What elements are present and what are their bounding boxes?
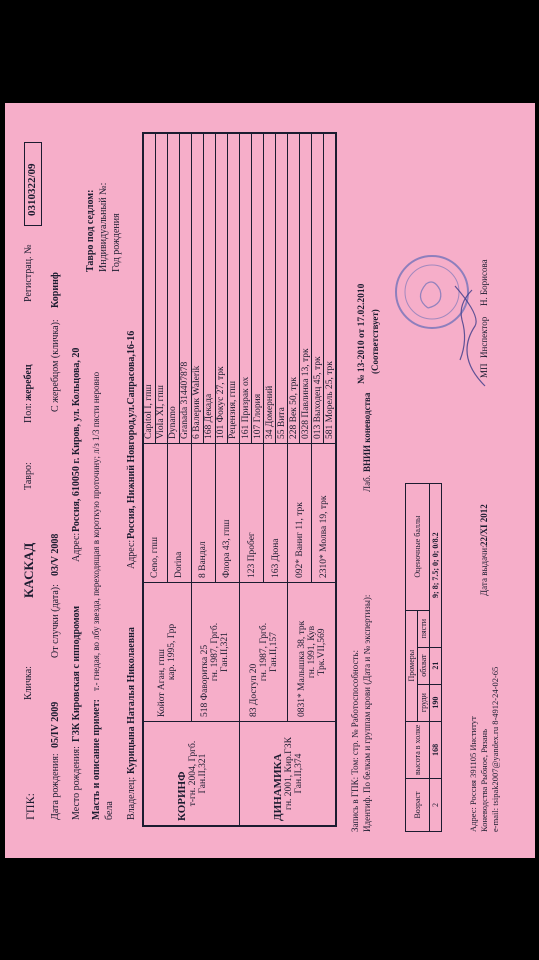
scores-table (405, 483, 442, 832)
gpk-label: ГПК: (23, 793, 37, 820)
conclusion-number: № 13-2010 от 17.02.2010 (357, 283, 367, 384)
pedigree-gen4-cell: 6 Валерик Walerik (191, 133, 203, 444)
gen2-info: гн. 1987, Гргб. (258, 622, 269, 682)
pedigree-gen3-cell: 092* Ваниг 11, трк (288, 444, 312, 583)
owner-name: Курицына Наталья Николаевна (126, 627, 137, 774)
gen2-info: Трк.VII,569 (316, 628, 327, 676)
tavro-label: Тавро: (23, 462, 34, 490)
coat-text: т.- гнедая, во лбу звезда, переходящая в короткую проточину; л/з 1/3 пясти неровно (91, 371, 101, 691)
issue-date-label: Дата выдачи: (479, 545, 489, 596)
gen2-name: 0831* Малышка 38, трк (296, 620, 307, 717)
owner-address: Россия, Нижний Новгород,ул.Сапрасова,16-16 (126, 330, 137, 539)
place-value: ГЗК Кировская с ипподромом (71, 605, 82, 742)
pedigree-gen4-cell: Viola XI, гпш (155, 133, 167, 444)
signature (455, 286, 485, 386)
pedigree-gen4-cell: 581 Морель 25, трк (324, 133, 336, 444)
footer-email: e-mail: tsipak2007@yandex.ru 8-4912-24-02-65 (490, 666, 500, 832)
dob-value: 05/IV 2009 (50, 701, 61, 748)
pedigree-gen2-cell (240, 583, 288, 722)
pedigree-gen4-cell: 161 Призрак ох (240, 133, 252, 444)
sire-line2: Ган.II,321 (197, 753, 208, 794)
official-stamp (390, 240, 505, 390)
mating-value: 03/V 2008 (50, 533, 61, 576)
pedigree-dam-cell (240, 722, 337, 827)
pedigree-gen4-cell: Dynamo (167, 133, 179, 444)
document-rotated (5, 103, 535, 858)
gen2-info: гн. 1987, Гргб. (210, 622, 221, 682)
pedigree-gen4-cell: Capitol I, гпш (143, 133, 155, 444)
pedigree-gen4-cell: 107 Глория (252, 133, 264, 444)
gen2-info: Ган.II,157 (268, 632, 279, 672)
cell-height: 168 (430, 721, 442, 778)
pedigree-gen4-cell: Рецензия, гпш (227, 133, 239, 444)
owner-address-label: Адрес: (126, 539, 137, 569)
dam-name: ДИНАМИКА (271, 753, 284, 821)
pedigree-gen3-cell: Флора 43, гпш (215, 444, 239, 583)
pedigree-gen4-cell: 55 Вита (276, 133, 288, 444)
issue-date: 22/XI 2012 (479, 504, 489, 546)
gpk-ident: Идентиф. По белкам и группам крови (Дата и № экспертизы): (362, 594, 372, 832)
cell-girth: 21 (430, 647, 442, 684)
col-cannon: пясти (418, 610, 430, 647)
pedigree-gen4-cell: 0328 Павлинка 13, трк (300, 133, 312, 444)
horse-nickname: КАСКАД (21, 542, 36, 598)
gen2-info: кар. 1995, Грр (167, 623, 178, 681)
dam-line2: Ган.II,374 (293, 753, 304, 794)
gen2-name: 518 Фаворитка 25 (200, 644, 211, 717)
tavro-box-line2: Год рождения (111, 213, 122, 272)
address-label: Адрес: (71, 532, 82, 562)
col-scores: Оценочные баллы (406, 483, 430, 610)
col-girth: обхват (418, 647, 430, 684)
pedigree-gen3-cell: 2310* Молва 19, трк (312, 444, 336, 583)
pedigree-gen4-cell: 228 Век 50, трк (288, 133, 300, 444)
sire-name: КОРИНФ (175, 771, 188, 821)
foal-label: С жеребцом (кличка): (50, 319, 61, 412)
sex-label: Пол: (23, 403, 34, 423)
gen2-info: Ган.II,321 (220, 632, 231, 672)
col-age: Возраст (406, 779, 430, 832)
lab-label: Лаб. (362, 475, 372, 492)
pedigree-gen3-cell: 8 Вандал (191, 444, 215, 583)
pedigree-gen4-cell: 013 Выходец 45, трк (312, 133, 324, 444)
pedigree-gen4-cell: Granada 314407878 (179, 133, 191, 444)
tavro-box-title: Тавро под седлом: (85, 189, 96, 272)
col-measures: Промеры (406, 610, 418, 721)
cell-age: 2 (430, 779, 442, 832)
gen2-name: Койот Аган, гпш (157, 649, 168, 717)
inspector-name: Н. Борисова (479, 259, 489, 306)
gpk-entry: Запись в ГПК: Том: стр. № Работоспособность: (350, 650, 360, 832)
col-height: высота в холке (406, 721, 430, 778)
pedigree-gen2-cell (143, 583, 191, 722)
pedigree-gen3-cell: 163 Дюна (264, 444, 288, 583)
pedigree-gen2-cell (191, 583, 239, 722)
foal-value: Коринф (50, 272, 61, 308)
pedigree-gen3-cell: Ceno, гпш (143, 444, 167, 583)
nickname-label: Кличка: (23, 666, 34, 700)
dob-label: Дата рождения: (50, 753, 61, 820)
mating-label: От случки (дата): (50, 584, 61, 658)
cell-chest: 190 (430, 684, 442, 721)
coat-label: Масть и описание примет: (91, 699, 102, 820)
reg-label: Регистрац. № (23, 244, 34, 302)
horse-sex: жеребец (23, 364, 34, 401)
pedigree-gen4-cell: 168 Декада (203, 133, 215, 444)
pedigree-gen4-cell: 34 Домерний (264, 133, 276, 444)
dam-line1: гн. 2001, Кир.ГЗК (283, 737, 294, 810)
gen2-info: гн. 1991, Кув (306, 625, 317, 679)
pedigree-gen3-cell: 123 Пробег (240, 444, 264, 583)
pedigree-table (142, 132, 337, 827)
footer-address-1: Адрес: Россия 391105 Институт (468, 716, 478, 832)
gen2-name: 83 Доступ 20 (248, 663, 259, 717)
sire-line1: т-гн. 2004, Гргб. (187, 740, 198, 807)
footer-address-2: Коневодства Рыбное, Рязань (479, 729, 489, 832)
place-label: Место рождения: (71, 746, 82, 820)
col-chest: груди (418, 684, 430, 721)
pedigree-gen4-cell: 101 Фокус 27, трк (215, 133, 227, 444)
lab-name: ВНИИ коневодства (362, 392, 372, 472)
conclusion-status: (Соответствует) (370, 309, 380, 374)
pedigree-sire-cell (143, 722, 240, 827)
coat-text-2: бела (104, 801, 115, 820)
address-value: Россия, 610050 г. Киров, ул. Кольцова, 20 (71, 347, 82, 532)
mp-label: МП (479, 363, 489, 378)
reg-number: 0310322/09 (26, 163, 38, 216)
cell-scores: 9; 8; 7.5; 0; 0; 0/8.2 (430, 483, 442, 647)
owner-label: Владелец: (126, 776, 137, 820)
tavro-box-line1: Индивидуальный №: (98, 182, 109, 272)
passport-document (5, 103, 535, 858)
pedigree-gen2-cell (288, 583, 336, 722)
inspector-label: Инспектор (479, 316, 489, 358)
pedigree-gen3-cell: Dorina (167, 444, 191, 583)
